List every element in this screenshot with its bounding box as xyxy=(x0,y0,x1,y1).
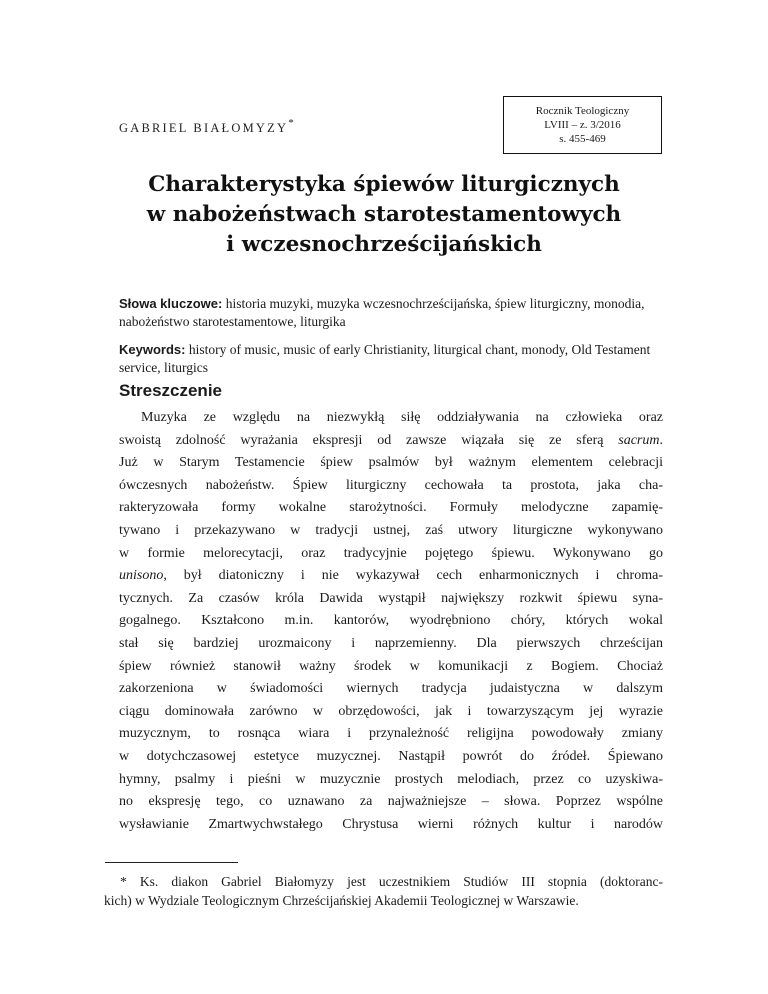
abstract-line: w dotychczasowej estetyce muzycznej. Nastąpił powrót do źródeł. Śpiewano xyxy=(119,748,663,764)
abstract-line: hymny, psalmy i pieśni w muzycznie prostych melodiach, przez co uzyskiwa- xyxy=(119,771,663,787)
journal-volume: LVIII – z. 3/2016 xyxy=(544,119,621,131)
keywords-polish-label: Słowa kluczowe: xyxy=(119,296,223,311)
journal-name: Rocznik Teologiczny xyxy=(535,105,630,117)
keywords-english-label: Keywords: xyxy=(119,342,186,357)
journal-pages: s. 455-469 xyxy=(559,133,606,145)
abstract-line: Muzyka ze względu na niezwykłą siłę oddziaływania na człowieka oraz xyxy=(141,410,663,425)
abstract-line: swoistą zdolność wyrażania ekspresji od zawsze wiązała się ze sferą sacrum. xyxy=(119,432,663,448)
title-line: Charakterystyka śpiewów liturgicznych xyxy=(148,172,620,197)
abstract-heading: Streszczenie xyxy=(119,381,222,400)
title-line: w nabożeństwach starotestamentowych xyxy=(146,202,622,227)
footnote-line: * Ks. diakon Gabriel Białomyzy jest uczestnikiem Studiów III stopnia (doktoranc- xyxy=(120,874,663,889)
footnote-line: kich) w Wydziale Teologicznym Chrześcijańskiej Akademii Teologicznej w Warszawie. xyxy=(104,893,579,908)
keywords-english-text: history of music, music of early Christianity, liturgical chant, monody, Old Testament service, liturgics xyxy=(119,342,651,375)
article-title xyxy=(60,170,708,260)
title-line: i wczesnochrześcijańskich xyxy=(226,232,542,257)
keywords-polish xyxy=(119,295,659,331)
abstract-line: tywano i przekazywano w tradycji ustnej, zaś utwory liturgiczne wykonywano xyxy=(119,522,663,538)
abstract-line: no ekspresję tego, co uznawano za najważniejsze – słowa. Poprzez wspólne xyxy=(119,794,663,810)
abstract-line: rakteryzowała formy wokalne starożytności. Formuły melodyczne zapamię- xyxy=(119,500,663,516)
keywords-english xyxy=(119,341,659,377)
abstract-line: tycznych. Za czasów króla Dawida wystąpił największy rozkwit śpiewu syna- xyxy=(119,590,663,606)
abstract-body xyxy=(119,407,663,836)
abstract-line: Już w Starym Testamencie śpiew psalmów był ważnym elementem celebracji xyxy=(119,455,663,471)
abstract-line: śpiew również stanowił ważny środek w komunikacji z Bogiem. Chociaż xyxy=(119,658,663,674)
footnote xyxy=(105,872,663,910)
keywords-polish-text: historia muzyki, muzyka wczesnochrześcijańska, śpiew liturgiczny, monodia, nabożeństwo starotestamentowe, liturgika xyxy=(119,296,645,329)
abstract-line: unisono, był diatoniczny i nie wykazywał cech enharmonicznych i chroma- xyxy=(119,568,663,584)
abstract-line: zakorzeniona w świadomości wiernych tradycja judaistyczna w dalszym xyxy=(119,681,663,697)
abstract-line: w formie melorecytacji, oraz tradycyjnie pojętego śpiewu. Wykonywano go xyxy=(119,545,663,561)
author-name: GABRIEL BIAŁOMYZY* xyxy=(119,117,294,135)
abstract-line: muzycznym, to rosnąca wiara i przynależność religijna powodowały zmiany xyxy=(119,726,663,742)
footnote-separator xyxy=(105,862,238,863)
abstract-line: ciągu dominowała zarówno w obrzędowości, jak i towarzyszącym jej wyrazie xyxy=(119,703,663,719)
abstract-line: wysławianie Zmartwychwstałego Chrystusa wierni różnych kultur i narodów xyxy=(119,816,663,832)
abstract-line: ówczesnych nabożeństw. Śpiew liturgiczny cechowała ta prostota, jaka cha- xyxy=(119,477,663,493)
abstract-line: stał się bardziej urozmaicony i naprzemienny. Dla pierwszych chrześcijan xyxy=(119,635,663,651)
author-footnote-mark: * xyxy=(288,117,294,129)
journal-info-box xyxy=(503,96,662,154)
abstract-line: gogalnego. Kształcono m.in. kantorów, wyodrębniono chóry, których wokal xyxy=(119,613,663,629)
